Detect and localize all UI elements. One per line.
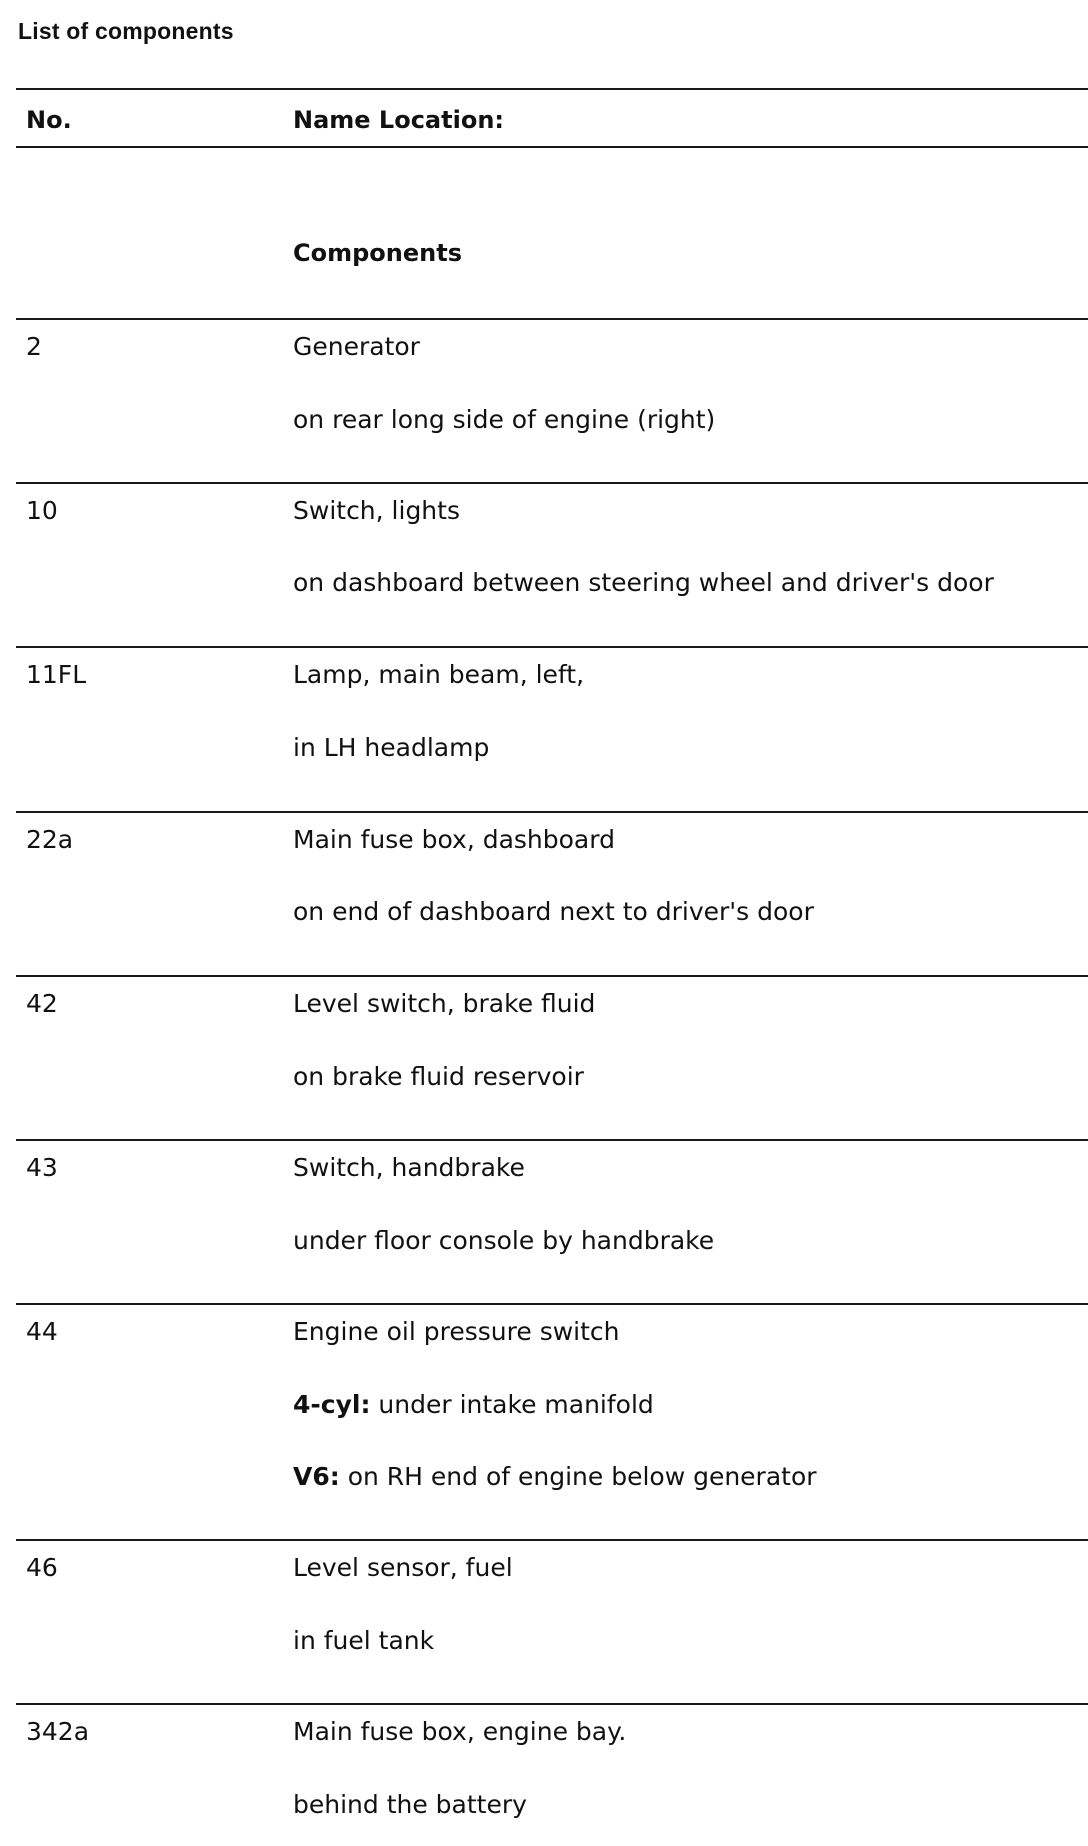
row-divider (16, 482, 1088, 484)
row-number: 43 (26, 1153, 58, 1182)
row-number: 10 (26, 496, 58, 525)
row-location-4cyl (293, 1390, 654, 1420)
row-divider (16, 975, 1088, 977)
row-number: 2 (26, 332, 42, 361)
header-bottom-rule (16, 146, 1088, 148)
row-number: 46 (26, 1553, 58, 1582)
row-divider (16, 1303, 1088, 1305)
row-name: Lamp, main beam, left, (293, 660, 585, 689)
row-divider (16, 811, 1088, 813)
row-location-text: under intake manifold (370, 1390, 654, 1419)
row-name: Level sensor, fuel (293, 1553, 513, 1582)
row-name: Level switch, brake fluid (293, 989, 596, 1018)
row-location: on brake fluid reservoir (293, 1062, 584, 1091)
page-title: List of components (18, 18, 234, 44)
row-location: behind the battery (293, 1790, 527, 1819)
row-name: Main fuse box, dashboard (293, 825, 615, 854)
row-number: 342a (26, 1717, 90, 1746)
row-location: in LH headlamp (293, 733, 490, 762)
row-name: Switch, lights (293, 496, 460, 525)
row-name: Switch, handbrake (293, 1153, 525, 1182)
row-name: Main fuse box, engine bay. (293, 1717, 627, 1746)
row-number: 11FL (26, 660, 87, 689)
row-location: on end of dashboard next to driver's door (293, 897, 814, 926)
row-location-label: V6: (293, 1462, 340, 1491)
header-top-rule (16, 88, 1088, 90)
row-divider (16, 1703, 1088, 1705)
row-location-v6 (293, 1462, 817, 1492)
row-location: in fuel tank (293, 1626, 435, 1655)
row-number: 22a (26, 825, 74, 854)
header-no: No. (26, 106, 72, 134)
row-number: 42 (26, 989, 58, 1018)
row-location-text: on RH end of engine below generator (339, 1462, 817, 1491)
row-divider (16, 1139, 1088, 1141)
row-divider (16, 1539, 1088, 1541)
row-name: Engine oil pressure switch (293, 1317, 620, 1346)
row-number: 44 (26, 1317, 58, 1346)
row-divider (16, 646, 1088, 648)
row-location-label: 4-cyl: (293, 1390, 371, 1419)
section-label: Components (293, 239, 462, 267)
row-location: on dashboard between steering wheel and driver's door (293, 568, 994, 597)
header-name-location: Name Location: (293, 106, 504, 134)
row-name: Generator (293, 332, 420, 361)
row-divider (16, 318, 1088, 320)
row-location: on rear long side of engine (right) (293, 405, 716, 434)
row-location: under floor console by handbrake (293, 1226, 715, 1255)
